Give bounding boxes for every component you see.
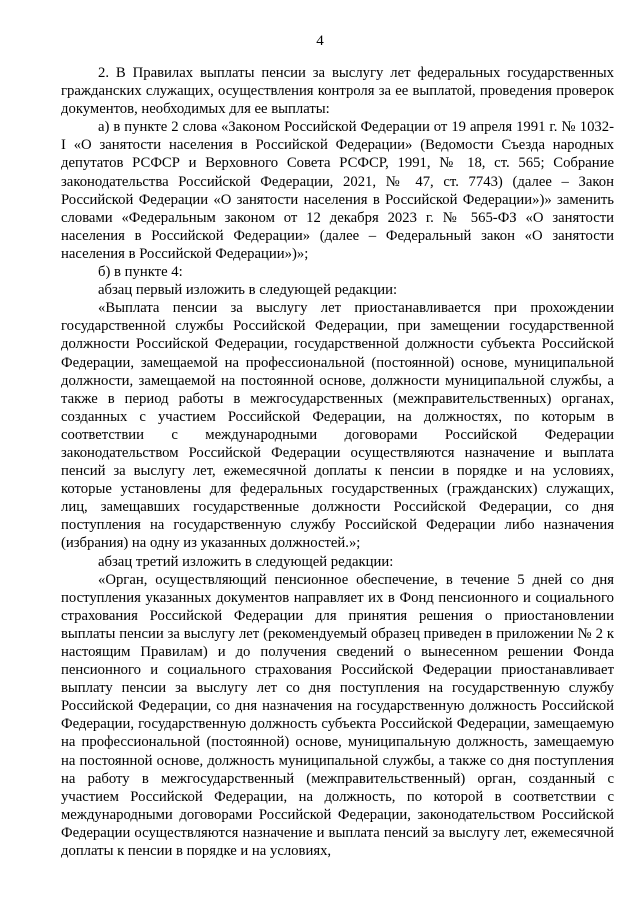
paragraph-third-abzac-instruction: абзац третий изложить в следующей редакции: [98, 553, 394, 570]
paragraph-subitem-b: б) в пункте 4: [98, 264, 183, 281]
paragraph-item-2-intro: 2. В Правилах выплаты пенсии за выслугу лет федеральных государственных гражданских служащих, осуществления контроля за ее выплатой, проведения проверок документов, необходимых для ее выплаты: [61, 65, 614, 118]
page-number: 4 [316, 33, 324, 49]
document-body [61, 64, 614, 860]
paragraph-subitem-a: а) в пункте 2 слова «Законом Российской Федерации от 19 апреля 1991 г. № 1032-I «О занятости населения в Российской Федерации» (Ведомости Съезда народных депутатов РСФСР и Верховного Совета РСФСР, 1991, № 18, ст. 565; Собрание законодательства Российской Федерации, 2021, № 47, ст. 7743) (далее – Закон Российской Федерации «О занятости населения в Российской Федерации»)» заменить словами «Федеральным законом от 12 декабря 2023 г. № 565-ФЗ «О занятости населения в Российской Федерации» (далее – Федеральный закон «О занятости населения в Российской Федерации»)»; [61, 119, 614, 262]
paragraph-quoted-third-abzac: «Орган, осуществляющий пенсионное обеспечение, в течение 5 дней со дня поступления указанных документов направляет их в Фонд пенсионного и социального страхования Российской Федерации для принятия решения о приостановлении выплаты пенсии за выслугу лет (рекомендуемый образец приведен в приложении № 2 к настоящим Правилам) и до получения сведений о вынесенном решении Фонда пенсионного и социального страхования Российской Федерации приостанавливает выплату пенсии за выслугу лет со дня поступления на государственную службу Российской Федерации, со дня назначения на государственную должность Российской Федерации, государственную должность субъекта Российской Федерации, замещаемую на профессиональной (постоянной) основе, муниципальную должность, замещаемую на постоянной основе, должность муниципальной службы, а также со дня поступления на работу в межгосударственный (межправительственный) орган, созданный с участием Российской Федерации, на должность, по которой в соответствии с международными договорами Российской Федерации, законодательством Российской Федерации осуществляются назначение и выплата пенсий за выслугу лет, ежемесячной доплаты к пенсии в порядке и на условиях, [61, 571, 614, 860]
paragraph-first-abzac-instruction: абзац первый изложить в следующей редакции: [98, 282, 398, 299]
paragraph-quoted-first-abzac: «Выплата пенсии за выслугу лет приостанавливается при прохождении государственной службы Российской Федерации, при замещении государственной должности Российской Федерации, государственной должности субъекта Российской Федерации, замещаемой на профессиональной (постоянной) основе, муниципальной должности, замещаемой на постоянной основе, должности муниципальной службы, а также в период работы в межгосударственных (межправительственных) органах, созданных с участием Российской Федерации, на должностях, по которым в соответствии с международными договорами Российской Федерации законодательством Российской Федерации осуществляются назначение и выплата пенсий за выслугу лет, ежемесячной доплаты к пенсии в порядке и на условиях, которые установлены для федеральных государственных (гражданских) служащих, лиц, замещавших государственные должности Российской Федерации, со дня поступления на государственную службу Российской Федерации либо назначения (избрания) на одну из указанных должностей.»; [61, 300, 614, 552]
bottom-margin [0, 876, 640, 905]
